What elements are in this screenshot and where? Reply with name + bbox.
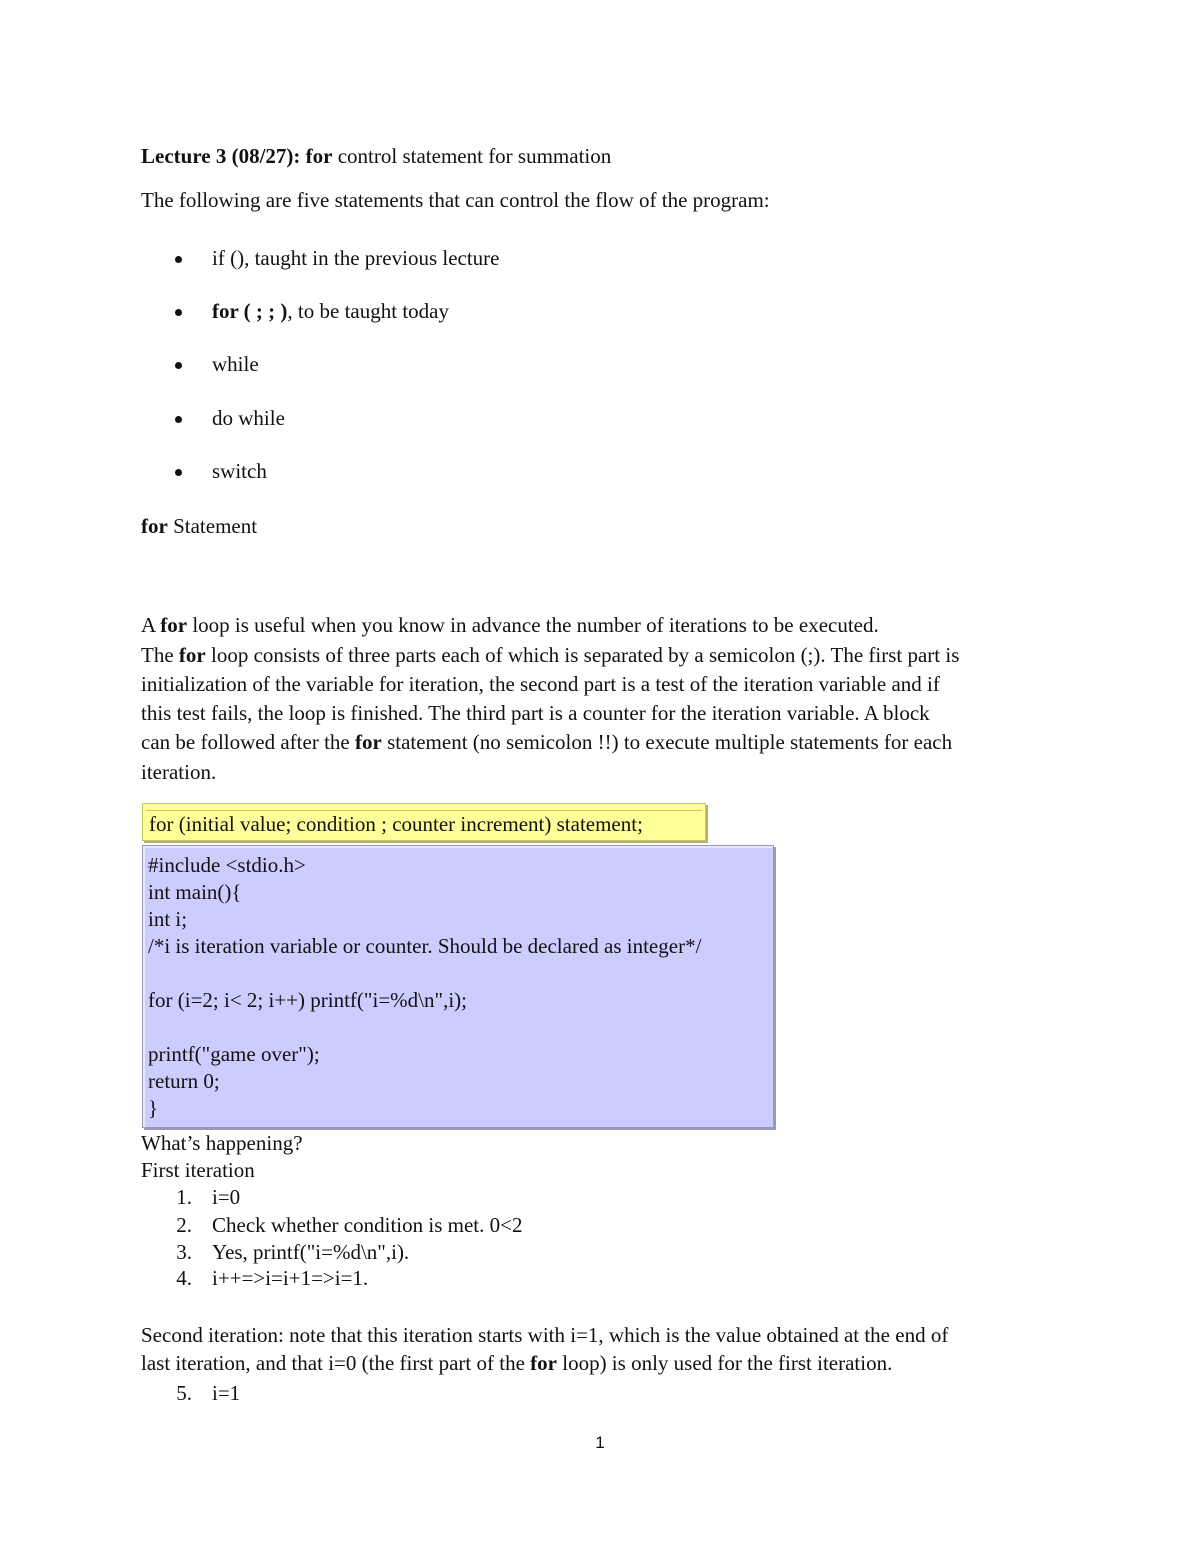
list-item: [212, 246, 500, 271]
step-text: Check whether condition is met. 0<2: [212, 1213, 523, 1237]
bullet-text: , to be taught today: [287, 299, 449, 323]
first-iteration-heading: First iteration: [141, 1158, 255, 1182]
step-number: 2.: [176, 1213, 192, 1237]
code-line: for (i=2; i< 2; i++) printf("i=%d\n",i);: [148, 988, 467, 1012]
step-number: 5.: [176, 1381, 192, 1405]
syntax-box: [142, 803, 706, 841]
bullet-dot: [175, 416, 182, 423]
syntax-text: for (initial value; condition ; counter increment) statement;: [149, 812, 643, 836]
step-text: i=1: [212, 1381, 241, 1405]
heading-keyword: for: [141, 514, 168, 538]
whats-happening: What’s happening?: [141, 1131, 303, 1155]
step-number: 3.: [176, 1240, 192, 1264]
paragraph-line: can be followed after the for statement (no semicolon !!) to execute multiple statements for each: [141, 730, 953, 754]
bullet-dot: [175, 362, 182, 369]
second-iteration-line: Second iteration: note that this iteration starts with i=1, which is the value obtained at the end of: [141, 1323, 949, 1347]
code-line: #include <stdio.h>: [148, 853, 306, 877]
title-keyword: for: [305, 144, 333, 168]
step-text: Yes, printf("i=%d\n",i).: [212, 1240, 410, 1264]
paragraph-line: The for loop consists of three parts each of which is separated by a semicolon (;). The first part is: [141, 643, 960, 667]
code-line: return 0;: [148, 1069, 220, 1093]
paragraph-line: initialization of the variable for iteration, the second part is a test of the iteration variable and if: [141, 672, 940, 696]
step-number: 4.: [176, 1266, 192, 1290]
bullet-text: while: [212, 352, 259, 376]
bullet-text: if (), taught in the previous lecture: [212, 246, 500, 270]
second-iteration-line: last iteration, and that i=0 (the first part of the for loop) is only used for the first iteration.: [141, 1351, 893, 1375]
title-rest: control statement for summation: [337, 144, 612, 168]
list-item: [212, 459, 267, 484]
paragraph-line: this test fails, the loop is finished. The third part is a counter for the iteration variable. A block: [141, 701, 930, 725]
code-line: /*i is iteration variable or counter. Should be declared as integer*/: [148, 934, 702, 958]
code-block: [142, 845, 774, 1128]
heading-rest: Statement: [173, 514, 258, 538]
intro-text: The following are five statements that can control the flow of the program:: [141, 188, 770, 212]
bullet-dot: [175, 256, 182, 263]
bullet-text: do while: [212, 406, 285, 430]
code-line: }: [148, 1096, 159, 1120]
section-heading: [141, 514, 257, 539]
step-text: i++=>i=i+1=>i=1.: [212, 1266, 369, 1290]
code-line: printf("game over");: [148, 1042, 320, 1066]
bullet-dot: [175, 469, 182, 476]
step-number: 1.: [176, 1185, 192, 1209]
paragraph-line: A for loop is useful when you know in advance the number of iterations to be executed.: [141, 613, 879, 637]
bullet-bold: for ( ; ; ): [212, 299, 288, 323]
code-line: int main(){: [148, 880, 242, 904]
list-item: [212, 406, 285, 431]
bullet-text: switch: [212, 459, 267, 483]
title-prefix: Lecture 3 (08/27):: [141, 144, 301, 168]
page-title: [141, 144, 611, 169]
paragraph-line: iteration.: [141, 760, 217, 784]
step-text: i=0: [212, 1185, 241, 1209]
bullet-dot: [175, 309, 182, 316]
page-number: 1: [595, 1433, 605, 1452]
list-item: [212, 299, 449, 324]
list-item: [212, 352, 259, 377]
syntax-box-rule: [146, 810, 702, 811]
code-line: int i;: [148, 907, 188, 931]
